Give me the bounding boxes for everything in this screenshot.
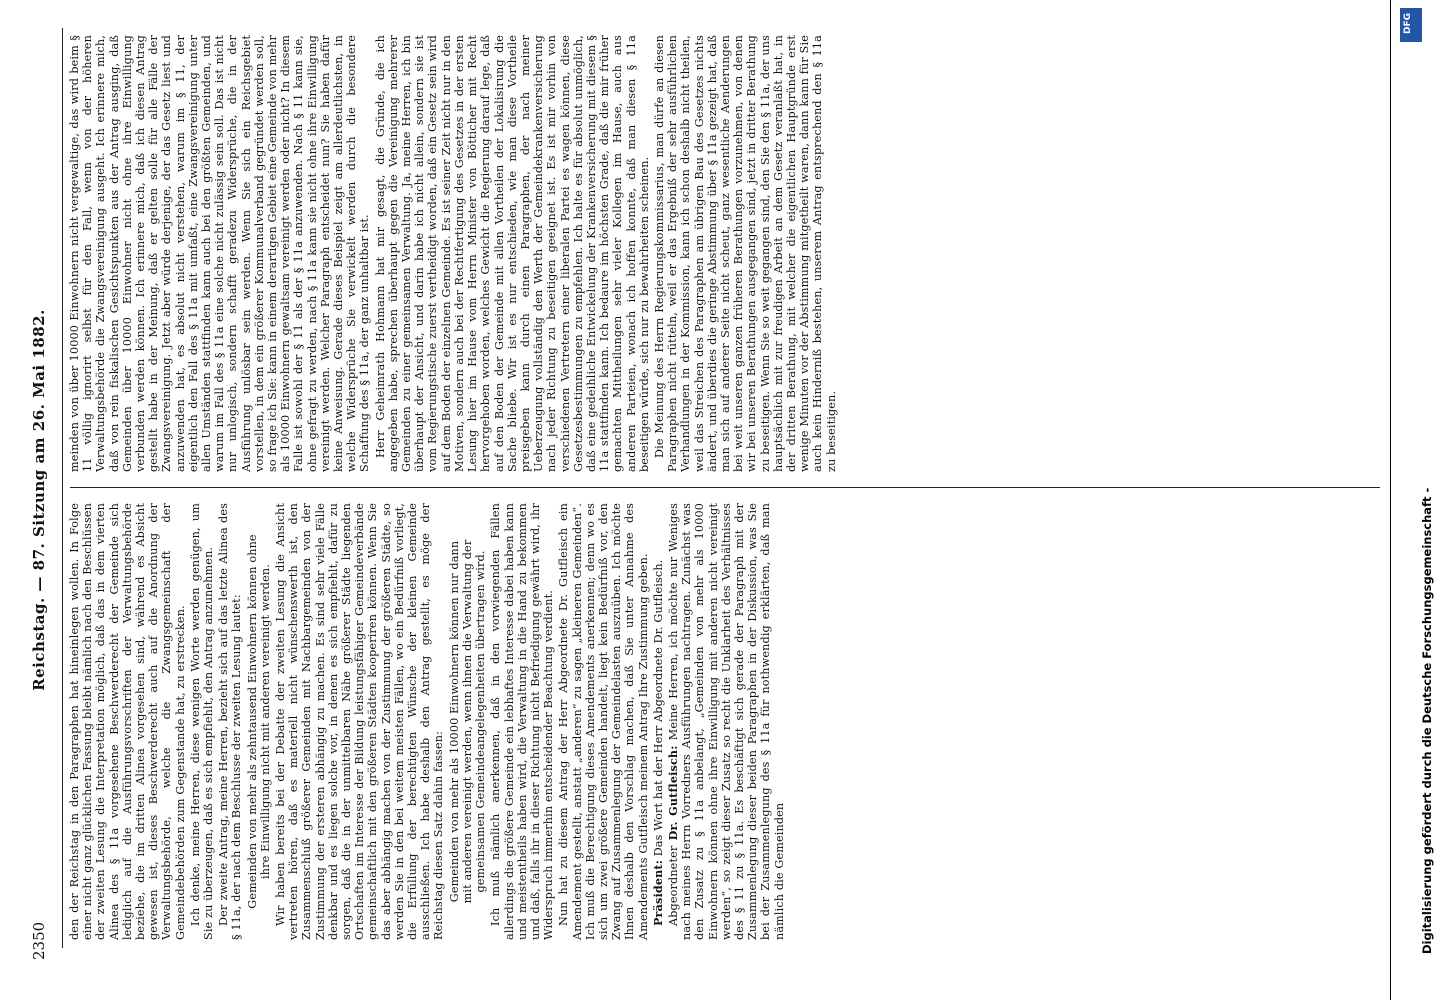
paragraph: den der Reichstag in den Paragraphen hat hineinlegen wollen. In Folge einer nicht ganz glücklichen Fassung bleibt nämlich nach den Beschlüssen der zweiten Lesung die Interpretation möglich, daß das in dem vierten Alinea des § 11a vorgesehene Beschwerderecht der Gemeinde sich lediglich auf die Ausführungsvorschriften der Verwaltungsbehörde beziehe, die im dritten Alinea vorgesehen sind, während es Absicht gewesen ist, dieses Beschwerderecht auch auf die Anordnung der Verwaltungsbehörde, welche die Zwangsgemeinschaft der Gemeindebehörden zum Gegenstande hat, zu erstrecken. [68, 503, 187, 940]
dfg-logo-text: DFG [1403, 12, 1413, 34]
left-column [68, 503, 1388, 940]
paragraph: Herr Geheimrath Hohmann hat mir gesagt, die Gründe, die ich angegeben habe, sprechen überhaupt gegen die Vereinigung mehrerer Gemeinden zu einer gemeinsamen Verwaltung. Ja, meine Herren, ich bin überhaupt der Ansicht, und darin habe ich nicht allein, sondern sie ist vom Regierungstische zuerst vertheidigt worden, daß ein Gesetz sein wird auf dem Boden der einzelnen Gemeinde. Es ist seiner Zeit nicht nur in den Motiven, sondern auch bei der Rechtfertigung des Gesetzes in der ersten Lesung hier im Hause vom Herrn Minister von Bötticher mit Recht hervorgehoben worden, welches Gewicht die Regierung darauf lege, daß auf den Boden der Gemeinde mit allen Vortheilen der Lokalisirung die Sache bliebe. Wir ist es nur entschieden, wie man diese Vortheile preisgeben kann durch einen Paragraphen, der nach meiner Ueberzeugung vollständig den Werth der Gemeindekrankenversicherung nach jeder Richtung zu beseitigen geeignet ist. Es ist mir vorhin von verschiedenen Vertretern einer liberalen Partei es wagen können, diese Gesetzesbestimmungen zu empfehlen. Ich halte es für absolut unmöglich, daß eine gedeihliche Entwickelung der Krankenversicherung mit diesem § 11a stattfinden kann. Ich bedaure im höchsten Grade, daß die mir früher gemachten Mittheilungen sehr vieler Kollegen im Hause, auch aus anderen Parteien, wonach ich hoffen konnte, daß man diesen § 11a beseitigen würde, sich nur zu bewahrheiten scheinen. [373, 35, 651, 472]
margin-line [1390, 0, 1392, 1000]
paragraph: Ich denke, meine Herren, diese wenigen Worte werden genügen, um Sie zu überzeugen, daß es sich empfiehlt, den Antrag anzunehmen. [188, 503, 216, 940]
paragraph: Abgeordneter Dr. Gutfleisch: Meine Herren, ich möchte nur Weniges nach meines Herrn Vorredners Ausführungen nachtragen. Zunächst was den Zusatz zu § 11a anbelangt, „Gemeinden von mehr als 10000 Einwohnern können ohne ihre Einwilligung mit anderen nicht vereinigt werden“, so zeigt dieser Zusatz so recht die Unklarheit des Verhältnisses des § 11 zu § 11a. Es beschäftigt sich gerade der Paragraph mit der Zusammenlegung dieser beiden Paragraphen in der Diskussion, was Sie bei der Zusammenlegung des § 11a für nothwendig erklärten, daß man nämlich die Gemeinden [665, 503, 786, 940]
credit-text: Digitalisierung gefördert durch die Deutsche Forschungsgemeinschaft - [1420, 487, 1434, 954]
running-title: Reichstag. — 87. Sitzung am 26. Mai 1882. [30, 309, 48, 691]
dfg-logo [1400, 8, 1422, 42]
paragraph: Ich muß nämlich anerkennen, daß in den vorwiegenden Fällen allerdings die größere Gemeinde ein lebhaftes Interesse dabei haben kann und meistentheils haben wird, die Verwaltung in die Hand zu bekommen und daß, falls ihr in dieser Richtung nicht Befriedigung gewährt wird, ihr Widerspruch immerhin entscheidender Beachtung verdient. [489, 503, 556, 940]
paragraph: Präsident: Das Wort hat der Herr Abgeordnete Dr. Gutfleisch. [650, 559, 665, 926]
paragraph: Die Meinung des Herrn Regierungskommissarius, man dürfe an diesen Paragraphen nicht rütteln, weil er das Ergebniß der sehr ausführlichen Verhandlungen in der Kommission, kann ich schon deshalb nicht theilen, weil das Streichen des Paragraphen am übrigen Bau des Gesetzes nichts ändert, und überdies die geringe Abstimmung über § 11a gezeigt hat, daß man sich auf anderer Seite nicht scheut, ganz wesentliche Aenderungen bei weit unseren ganzen früheren Berathungen vorzunehmen, von denen wir bei unseren Berathungen ausgegangen sind, jetzt in dritter Berathung zu beseitigen. Wenn Sie so weit gegangen sind, den Sie den § 11a, der uns hauptsächlich mit zur freudigen Arbeit an dem Gesetz veranlaßt hat, in der dritten Berathung, mit welcher die eigentlichen Hauptgründe erst wenige Minuten vor der Abstimmung mitgetheilt waren, dann kann für Sie auch kein Hinderniß bestehen, unserem Antrag entsprechend den § 11a zu beseitigen. [652, 35, 838, 472]
digitization-credit [1396, 4, 1434, 994]
paragraph: Gemeinden von mehr als zehntausend Einwohnern können ohne ihre Einwilligung nicht mit anderen vereinigt werden. [245, 534, 272, 909]
paragraph: Nun hat zu diesem Antrag der Herr Abgeordnete Dr. Gutfleisch ein Amendement gestellt, anstatt „anderen“ zu sagen „kleineren Gemeinden“. Ich muß die Berechtigung dieses Amendements anerkennen; denn wo es sich um zwei größere Gemeinden handelt, liegt kein Bedürfniß vor, den Zwang auf Zusammenlegung der Gemeindelasten auszuüben. Ich möchte Ihnen deshalb den Vorschlag machen, daß Sie unter Annahme des Amendements Gutfleisch meinem Antrag Ihre Zustimmung geben. [557, 503, 650, 940]
paragraph: Wir haben bereits bei der Debatte der zweiten Lesung die Ansicht vertreten hören, daß es materiell nicht wünschenswerth ist, den Zusammenschluß größerer Gemeinden mit Nachbargemeinden von der Zustimmung der ersteren abhängig zu machen. Es sind sehr viele Fälle denkbar und es liegen solche vor, in denen es sich empfiehlt, dafür zu sorgen, daß die in der unmittelbaren Nähe größerer Städte liegenden Ortschaften im Interesse der Bildung leistungsfähiger Gemeindeverbände gemeinschaftlich mit den größeren Städten kooperiren können. Wenn Sie das aber abhängig machen von der Zustimmung der größeren Städte, so werden Sie in den bei weitem meisten Fällen, wo ein Bedürfniß vorliegt, die Erfüllung der berechtigten Wünsche der kleinen Gemeinde ausschließen. Ich habe deshalb den Antrag gestellt, es möge der Reichstag diesen Satz dahin fassen: [274, 503, 446, 940]
paragraph: meinden von über 10000 Einwohnern nicht vergewaltige, das wird beim § 11 völlig ignorirt selbst für den Fall, wenn von der höheren Verwaltungsbehörde die Zwangsvereinigung ausgeht. Ich erinnere mich, daß von rein fiskalischen Gesichtspunkten aus der Antrag ausging, daß Gemeinden über 10000 Einwohner nicht ohne ihre Einwilligung verbunden werden können. Ich erinnere mich, daß ich diesen Antrag gestellt habe in der Meinung, daß er gelten solle für alle Fälle der Zwangsvereinigung. Jetzt aber würde derjenige, der das Gesetz liest und anzuwenden hat, es absolut nicht verstehen, warum im § 11, der eigentlich den Fall des § 11a mit umfaßt, eine Zwangsvereinigung unter allen Umständen stattfinden kann auch bei den größten Gemeinden, und warum im Fall des § 11a eine solche nicht zulässig sein soll. Das ist nicht nur unlogisch, sondern schafft geradezu Widersprüche, die in der Ausführung unlösbar sein werden. Wenn Sie sich ein Reichsgebiet vorstellen, in dem ein größerer Kommunalverband gegründet werden soll, so frage ich Sie: kann in einem derartigen Gebiet eine Gemeinde von mehr als 10000 Einwohnern gewaltsam vereinigt werden oder nicht? In diesem Falle ist sowohl der § 11 als der § 11a anzuwenden. Nach § 11 kann sie, ohne gefragt zu werden, nach § 11a kann sie nicht ohne ihre Einwilligung vereinigt werden. Welcher Paragraph entscheidet nun? Sie haben dafür keine Anweisung. Gerade dieses Beispiel zeigt am allerdeutlichsten, in welche Widersprüche Sie verwickelt werden durch die besondere Schaffung des § 11a, der ganz unhaltbar ist. [68, 35, 372, 472]
paragraph: Der zweite Antrag, meine Herren, bezieht sich auf das letzte Alinea des § 11a, der nach dem Beschlusse der zweiten Lesung lautet: [217, 503, 244, 940]
right-column [68, 35, 1388, 472]
paragraph: Gemeinden von mehr als 10000 Einwohnern können nur dann mit anderen vereinigt werden, wenn ihnen die Verwaltung der gemeinsamen Gemeindeangelegenheiten übertragen wird. [447, 539, 488, 904]
page-header [30, 40, 56, 960]
page-number: 2350 [30, 921, 48, 960]
column-divider [70, 487, 1380, 488]
header-rule [62, 28, 63, 948]
